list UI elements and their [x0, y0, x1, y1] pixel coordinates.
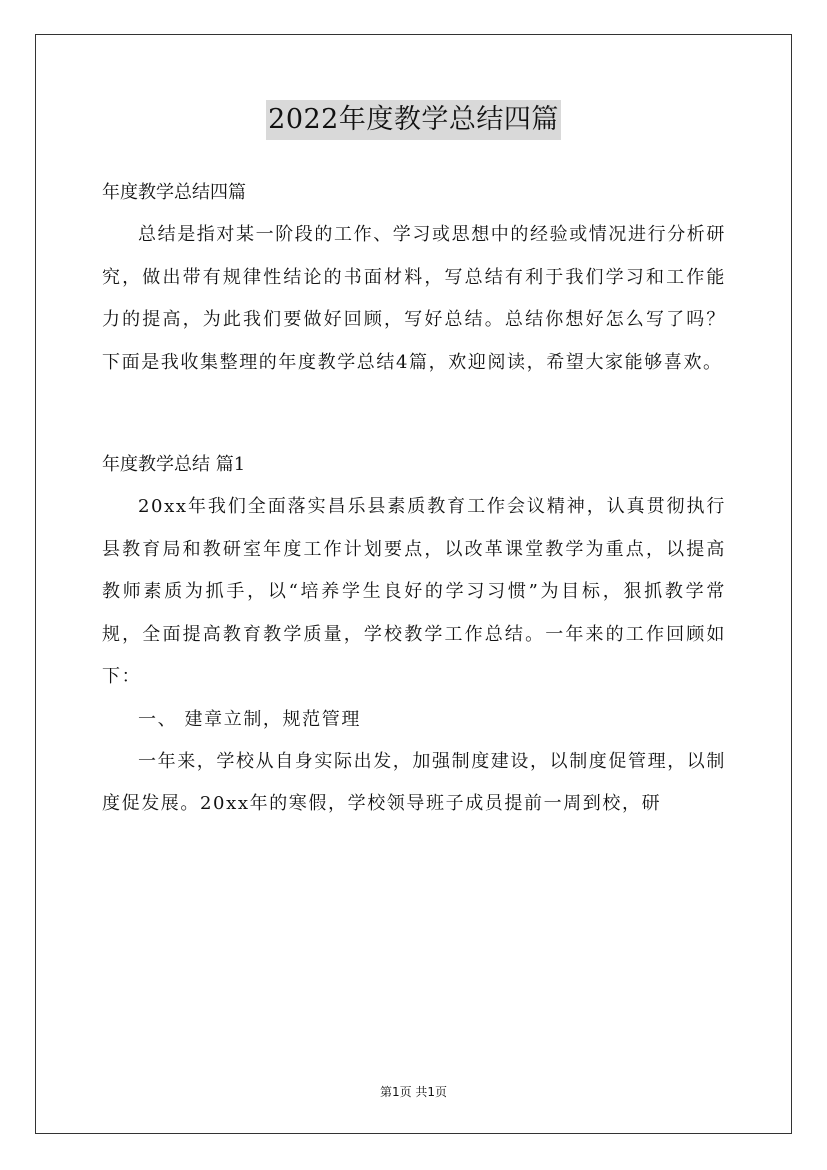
- subheading: 一、 建章立制，规范管理: [138, 708, 361, 730]
- document-body: [102, 172, 726, 826]
- title-container: [0, 100, 827, 140]
- section-heading: 年度教学总结 篇1: [102, 454, 246, 475]
- section-gap: [102, 384, 726, 444]
- subsection-paragraph: 一年来，学校从自身实际出发，加强制度建设，以制度促管理，以制度促发展。20xx年的寒假，学校领导班子成员提前一周到校，研: [102, 750, 726, 814]
- intro-paragraph: 总结是指对某一阶段的工作、学习或思想中的经验或情况进行分析研究，做出带有规律性结论的书面材料，写总结有利于我们学习和工作能力的提高，为此我们要做好回顾，写好总结。总结你想好怎么写了吗？下面是我收集整理的年度教学总结4篇，欢迎阅读，希望大家能够喜欢。: [102, 224, 726, 373]
- section-paragraph: 20xx年我们全面落实昌乐县素质教育工作会议精神，认真贯彻执行县教育局和教研室年度工作计划要点，以改革课堂教学为重点，以提高教师素质为抓手，以“培养学生良好的学习习惯”为目标，狠抓教学常规，全面提高教育教学质量，学校教学工作总结。一年来的工作回顾如下：: [102, 496, 726, 687]
- intro-heading: 年度教学总结四篇: [102, 182, 246, 203]
- document-title: 2022年度教学总结四篇: [266, 100, 561, 140]
- page-footer: 第1页 共1页: [379, 1085, 448, 1099]
